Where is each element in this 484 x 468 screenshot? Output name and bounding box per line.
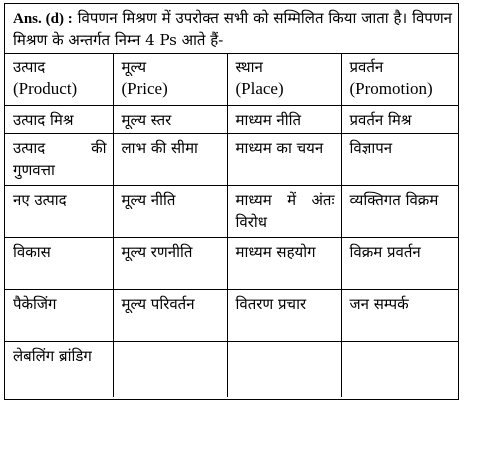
column-header-english: (Promotion) <box>349 79 433 98</box>
column-header-hindi: मूल्य <box>121 58 147 76</box>
table-cell: मूल्य नीति <box>113 185 227 237</box>
answer-header <box>5 4 458 54</box>
table-row <box>5 185 458 237</box>
column-header-english: (Place) <box>235 79 284 98</box>
table-cell: व्यक्तिगत विक्रम <box>341 185 458 237</box>
column-header-hindi: प्रवर्तन <box>349 58 384 76</box>
table-cell: विकास <box>5 237 113 289</box>
table-cell: पैकेजिंग <box>5 289 113 341</box>
answer-box <box>4 3 459 400</box>
answer-text: विपणन मिश्रण में उपरोक्त सभी को सम्मिलित किया जाता है। विपणन मिश्रण के अन्तर्गत निम्न 4 Ps आते हैं- <box>13 9 452 49</box>
table-cell: नए उत्पाद <box>5 185 113 237</box>
column-header-promotion <box>341 53 458 105</box>
table-cell <box>341 341 458 397</box>
marketing-mix-table <box>5 53 458 397</box>
table-cell: प्रवर्तन मिश्र <box>341 105 458 133</box>
table-header-row <box>5 53 458 105</box>
cropped-text-fragment <box>6 401 466 407</box>
table-cell: मूल्य स्तर <box>113 105 227 133</box>
column-header-english: (Price) <box>121 79 168 98</box>
table-row <box>5 341 458 397</box>
table-cell: माध्यम का चयन <box>227 133 341 185</box>
table-cell: लाभ की सीमा <box>113 133 227 185</box>
column-header-price <box>113 53 227 105</box>
table-cell: लेबलिंग ब्रांडिग <box>5 341 113 397</box>
table-cell: उत्पाद मिश्र <box>5 105 113 133</box>
column-header-place <box>227 53 341 105</box>
table-cell: जन सम्पर्क <box>341 289 458 341</box>
table-cell <box>113 341 227 397</box>
column-header-english: (Product) <box>13 79 78 98</box>
table-cell: माध्यम में अंतः विरोध <box>227 185 341 237</box>
table-cell: मूल्य रणनीति <box>113 237 227 289</box>
table-cell: मूल्य परिवर्तन <box>113 289 227 341</box>
table-row <box>5 133 458 185</box>
table-cell: माध्यम नीति <box>227 105 341 133</box>
column-header-product <box>5 53 113 105</box>
table-cell <box>227 341 341 397</box>
table-cell: माध्यम सहयोग <box>227 237 341 289</box>
table-row <box>5 289 458 341</box>
table-cell: विक्रम प्रवर्तन <box>341 237 458 289</box>
column-header-hindi: उत्पाद <box>13 58 46 76</box>
table-cell: विज्ञापन <box>341 133 458 185</box>
table-row <box>5 237 458 289</box>
table-row <box>5 105 458 133</box>
answer-label: Ans. (d) : <box>13 11 73 27</box>
table-cell: उत्पाद की गुणवत्ता <box>5 133 113 185</box>
column-header-hindi: स्थान <box>235 58 263 76</box>
table-cell: वितरण प्रचार <box>227 289 341 341</box>
